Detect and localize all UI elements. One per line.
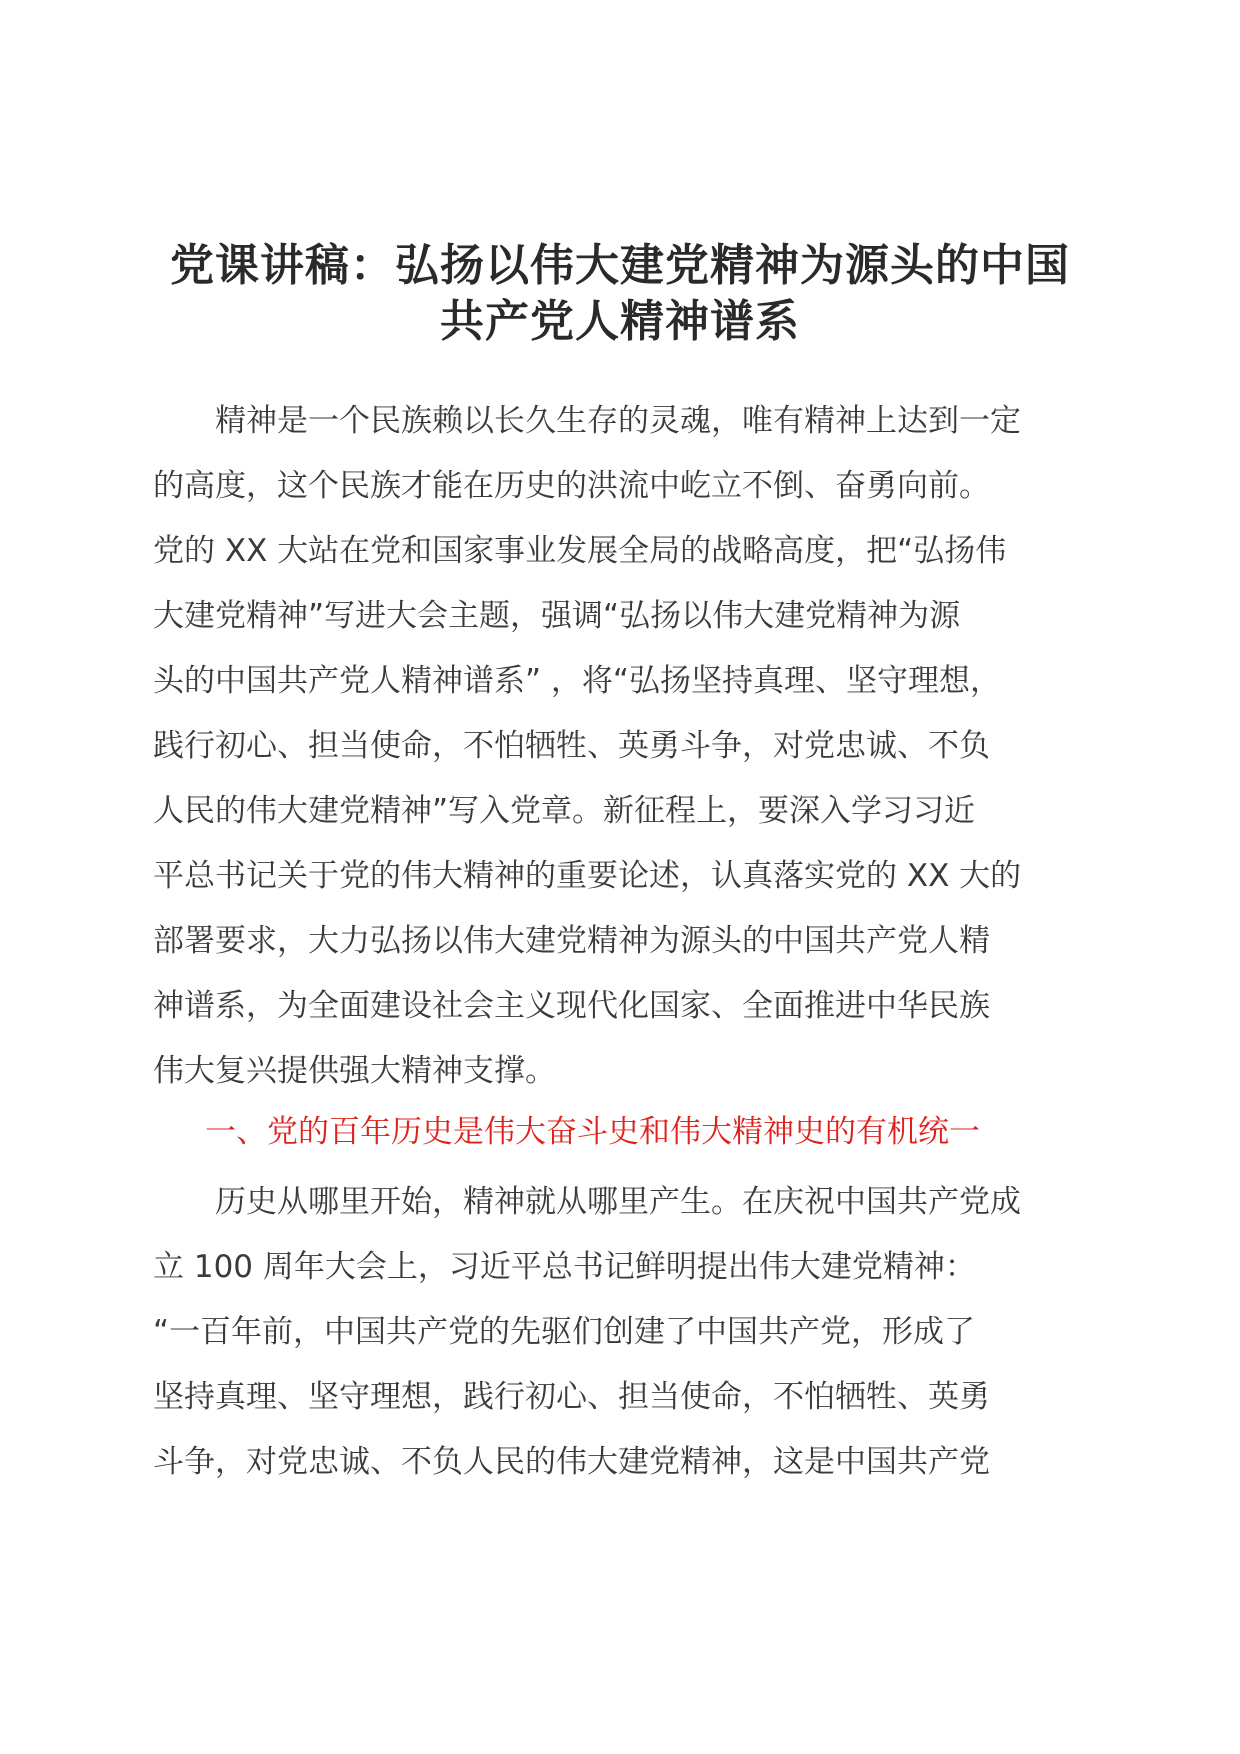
paragraph-line: 部署要求，大力弘扬以伟大建党精神为源头的中国共产党人精 <box>153 923 990 959</box>
paragraph-line: 历史从哪里开始，精神就从哪里产生。在庆祝中国共产党成 <box>153 1184 1021 1220</box>
paragraph-line: 坚持真理、坚守理想，践行初心、担当使命，不怕牺牲、英勇 <box>153 1379 990 1415</box>
paragraph-line: 党的 XX 大站在党和国家事业发展全局的战略高度，把“弘扬伟 <box>153 533 1007 569</box>
paragraph-line: 人民的伟大建党精神”写入党章。新征程上，要深入学习习近 <box>153 793 976 829</box>
paragraph-line: 践行初心、担当使命，不怕牺牲、英勇斗争，对党忠诚、不负 <box>153 728 990 764</box>
paragraph-line: 伟大复兴提供强大精神支撑。 <box>153 1053 556 1089</box>
paragraph-line: 的高度，这个民族才能在历史的洪流中屹立不倒、奋勇向前。 <box>153 468 990 504</box>
paragraph-line: 头的中国共产党人精神谱系” ，将“弘扬坚持真理、坚守理想， <box>153 663 1001 699</box>
section-paragraph <box>153 1170 1113 1495</box>
title-line: 党课讲稿：弘扬以伟大建党精神为源头的中国 <box>170 240 1070 291</box>
paragraph-line: 神谱系，为全面建设社会主义现代化国家、全面推进中华民族 <box>153 988 990 1024</box>
section-heading: 一、党的百年历史是伟大奋斗史和伟大精神史的有机统一 <box>205 1114 980 1150</box>
intro-paragraph <box>153 389 1113 1104</box>
paragraph-line: “一百年前，中国共产党的先驱们创建了中国共产党，形成了 <box>153 1314 976 1350</box>
paragraph-line: 斗争，对党忠诚、不负人民的伟大建党精神，这是中国共产党 <box>153 1444 990 1480</box>
paragraph-line: 大建党精神”写进大会主题，强调“弘扬以伟大建党精神为源 <box>153 598 961 634</box>
paragraph-line: 立 100 周年大会上，习近平总书记鲜明提出伟大建党精神： <box>153 1249 976 1285</box>
title-line: 共产党人精神谱系 <box>440 296 800 347</box>
paragraph-line: 精神是一个民族赖以长久生存的灵魂，唯有精神上达到一定 <box>153 403 1021 439</box>
document-title <box>150 238 1090 350</box>
paragraph-line: 平总书记关于党的伟大精神的重要论述，认真落实党的 XX 大的 <box>153 858 1022 894</box>
